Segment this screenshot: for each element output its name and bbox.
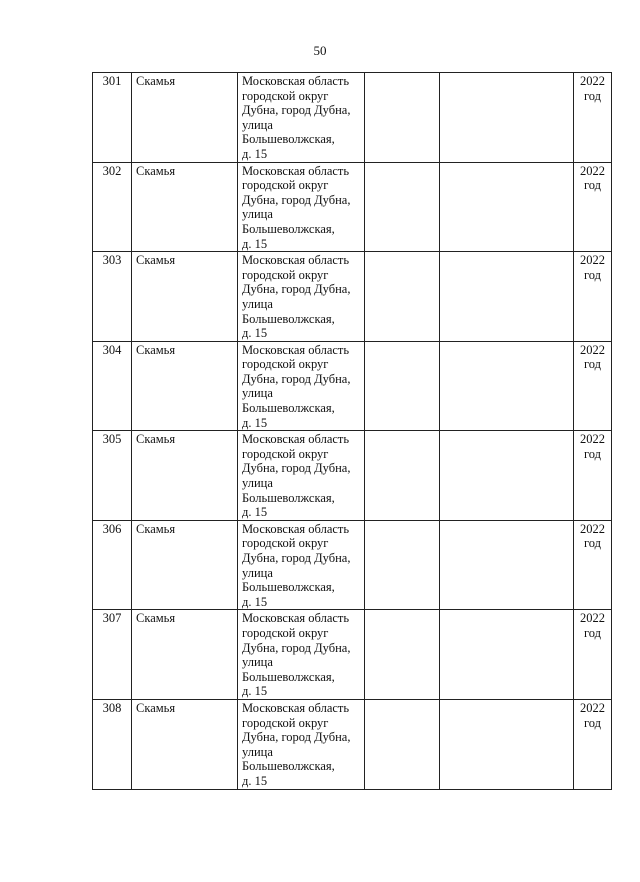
address-line: Московская область: [242, 521, 350, 536]
address-line: улица: [242, 565, 273, 580]
address-line: Большеволжская,: [242, 311, 335, 326]
empty-cell: [365, 699, 440, 789]
year-value: 2022: [580, 521, 605, 536]
table-row: [93, 73, 612, 163]
address-cell: [238, 431, 365, 521]
empty-cell: [440, 520, 574, 610]
empty-cell: [440, 252, 574, 342]
address-line: городской округ: [242, 267, 329, 282]
empty-cell: [440, 699, 574, 789]
address-line: Московская область: [242, 342, 350, 357]
address-line: Дубна, город Дубна,: [242, 551, 351, 565]
year-cell: [574, 520, 612, 610]
address-line: Большеволжская,: [242, 759, 335, 774]
year-value: 2022: [580, 163, 605, 178]
row-number-cell: 307: [93, 610, 132, 700]
address-line: д. 15: [242, 684, 268, 699]
address-line: д. 15: [242, 505, 268, 520]
empty-cell: [440, 610, 574, 700]
item-name-cell: Скамья: [132, 699, 238, 789]
address-line: улица: [242, 117, 273, 132]
item-name-cell: Скамья: [132, 431, 238, 521]
address-cell: [238, 73, 365, 163]
address-line: Дубна, город Дубна,: [242, 461, 351, 476]
address-line: улица: [242, 655, 273, 670]
address-line: Большеволжская,: [242, 580, 335, 595]
table-row: [93, 520, 612, 610]
address-line: улица: [242, 207, 273, 222]
row-number-cell: 302: [93, 162, 132, 252]
empty-cell: [440, 162, 574, 252]
year-unit: год: [583, 267, 602, 282]
address-line: городской округ: [242, 446, 329, 461]
year-cell: [574, 341, 612, 431]
table-row: [93, 252, 612, 342]
table-row: [93, 699, 612, 789]
table-row: [93, 431, 612, 521]
page-number: 50: [313, 43, 327, 58]
item-name-cell: Скамья: [132, 73, 238, 163]
address-line: улица: [242, 744, 273, 759]
address-line: городской округ: [242, 625, 329, 640]
row-number-cell: 305: [93, 431, 132, 521]
year-unit: год: [583, 357, 602, 372]
item-name-cell: Скамья: [132, 520, 238, 610]
year-cell: [574, 73, 612, 163]
year-unit: год: [583, 178, 602, 193]
row-number-cell: 301: [93, 73, 132, 163]
empty-cell: [440, 341, 574, 431]
address-line: Дубна, город Дубна,: [242, 730, 351, 745]
address-line: Московская область: [242, 163, 350, 178]
address-line: Большеволжская,: [242, 132, 335, 147]
address-line: Большеволжская,: [242, 221, 335, 236]
empty-cell: [365, 252, 440, 342]
address-line: Дубна, город Дубна,: [242, 640, 351, 655]
year-value: 2022: [580, 253, 605, 268]
address-line: городской округ: [242, 715, 329, 730]
table-row: [93, 162, 612, 252]
item-name-cell: Скамья: [132, 252, 238, 342]
year-unit: год: [583, 625, 602, 640]
inventory-table: [92, 72, 612, 790]
address-line: д. 15: [242, 594, 268, 609]
year-cell: [574, 431, 612, 521]
address-line: Большеволжская,: [242, 490, 335, 505]
year-unit: год: [583, 446, 602, 461]
table-row: [93, 341, 612, 431]
address-line: д. 15: [242, 146, 268, 161]
row-number-cell: 306: [93, 520, 132, 610]
address-line: Большеволжская,: [242, 669, 335, 684]
address-cell: [238, 252, 365, 342]
address-line: д. 15: [242, 415, 268, 430]
row-number-cell: 308: [93, 699, 132, 789]
address-line: Дубна, город Дубна,: [242, 371, 351, 386]
address-line: Большеволжская,: [242, 401, 335, 416]
item-name-cell: Скамья: [132, 162, 238, 252]
empty-cell: [365, 610, 440, 700]
row-number-cell: 304: [93, 341, 132, 431]
address-line: Московская область: [242, 74, 350, 88]
table-row: [93, 610, 612, 700]
year-value: 2022: [580, 432, 605, 447]
year-value: 2022: [580, 700, 605, 715]
address-cell: [238, 520, 365, 610]
address-line: Дубна, город Дубна,: [242, 103, 351, 118]
address-line: городской округ: [242, 88, 329, 103]
empty-cell: [440, 431, 574, 521]
address-line: Московская область: [242, 700, 350, 715]
address-line: улица: [242, 296, 273, 311]
address-line: городской округ: [242, 536, 329, 551]
year-cell: [574, 252, 612, 342]
address-cell: [238, 699, 365, 789]
address-cell: [238, 610, 365, 700]
year-cell: [574, 699, 612, 789]
year-unit: год: [583, 715, 602, 730]
address-line: Московская область: [242, 432, 350, 447]
address-line: д. 15: [242, 236, 268, 251]
address-cell: [238, 162, 365, 252]
address-line: улица: [242, 386, 273, 401]
address-line: городской округ: [242, 178, 329, 193]
empty-cell: [365, 341, 440, 431]
year-unit: год: [583, 536, 602, 551]
row-number-cell: 303: [93, 252, 132, 342]
item-name-cell: Скамья: [132, 341, 238, 431]
empty-cell: [365, 73, 440, 163]
empty-cell: [365, 431, 440, 521]
item-name-cell: Скамья: [132, 610, 238, 700]
year-value: 2022: [580, 611, 605, 626]
address-cell: [238, 341, 365, 431]
empty-cell: [365, 520, 440, 610]
address-line: д. 15: [242, 326, 268, 341]
empty-cell: [365, 162, 440, 252]
address-line: Дубна, город Дубна,: [242, 192, 351, 207]
address-line: д. 15: [242, 773, 268, 788]
year-value: 2022: [580, 342, 605, 357]
year-cell: [574, 610, 612, 700]
empty-cell: [440, 73, 574, 163]
year-unit: год: [583, 88, 602, 103]
year-value: 2022: [580, 74, 605, 88]
address-line: Московская область: [242, 253, 350, 268]
address-line: Дубна, город Дубна,: [242, 282, 351, 297]
table-body: [93, 73, 612, 790]
address-line: городской округ: [242, 357, 329, 372]
year-cell: [574, 162, 612, 252]
address-line: улица: [242, 476, 273, 491]
address-line: Московская область: [242, 611, 350, 626]
